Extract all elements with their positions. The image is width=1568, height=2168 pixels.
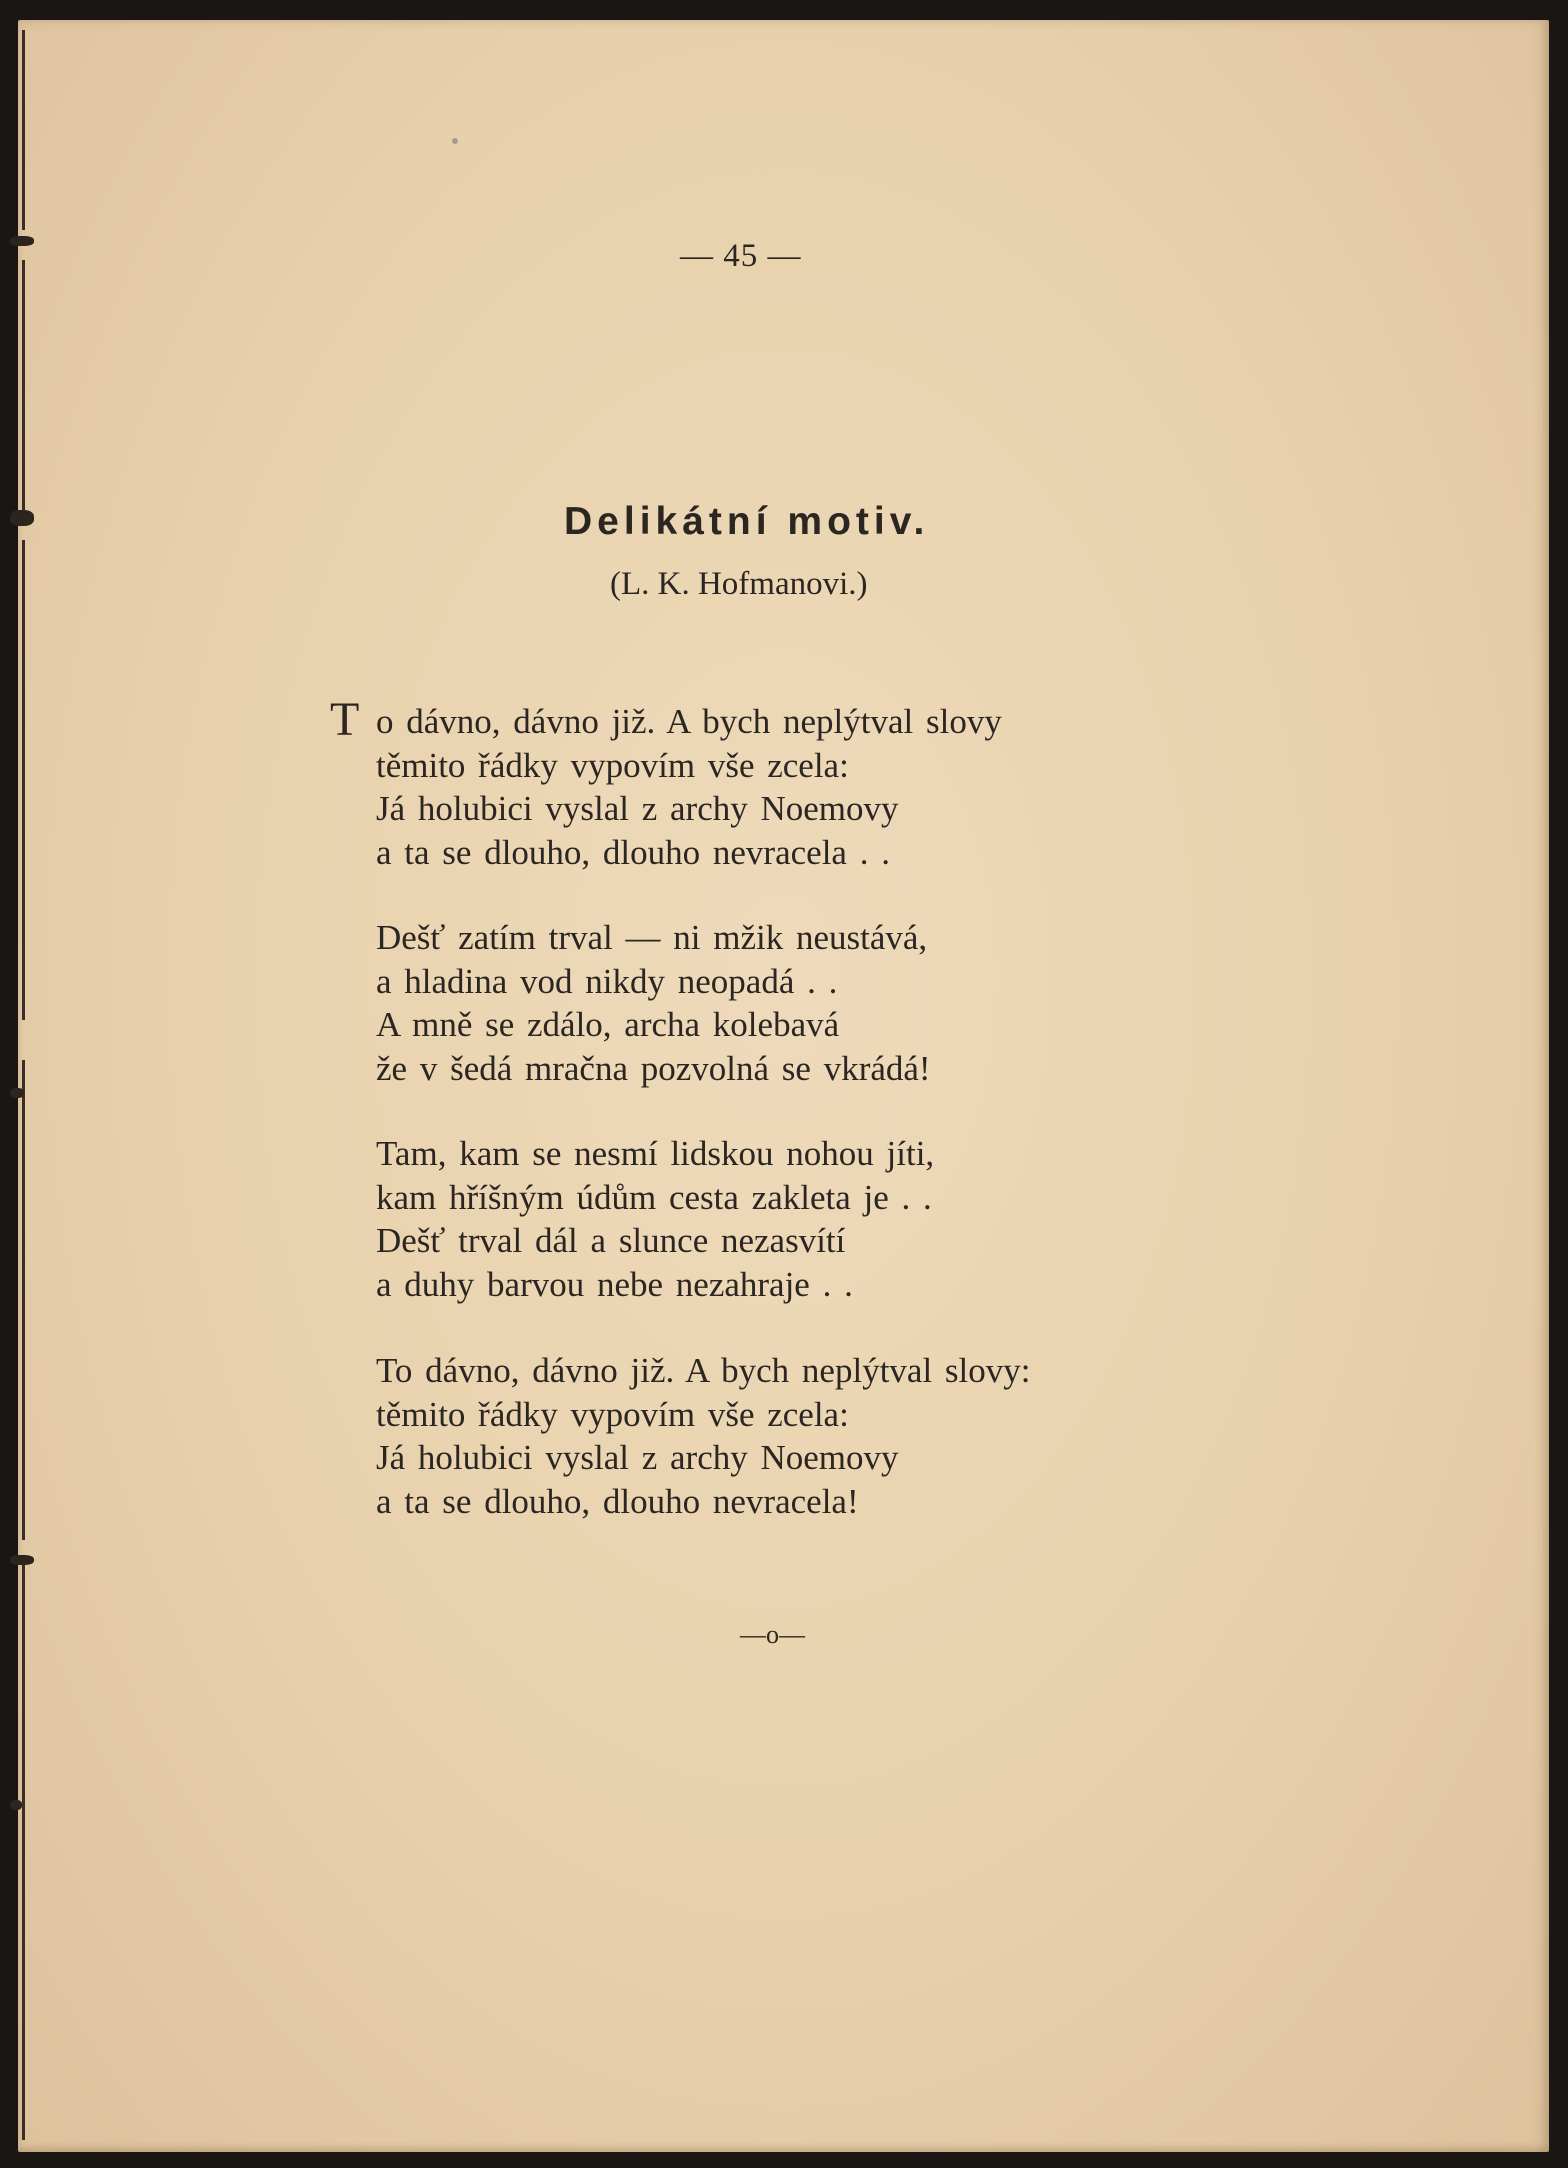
binding-stitch bbox=[10, 236, 34, 246]
verse-line: že v šedá mračna pozvolná se vkrádá! bbox=[376, 1048, 931, 1088]
binding-thread bbox=[22, 540, 25, 1020]
verse-line: a duhy barvou nebe nezahraje . . bbox=[376, 1264, 853, 1304]
verse-line: těmito řádky vypovím vše zcela: bbox=[376, 1394, 849, 1434]
verse-line: o dávno, dávno již. A bych neplýtval slovy bbox=[376, 702, 1002, 741]
page-number: — 45 — bbox=[680, 238, 802, 274]
stanza-4 bbox=[376, 1349, 1031, 1523]
verse-line: Já holubici vyslal z archy Noemovy bbox=[376, 789, 899, 828]
stanza-3 bbox=[376, 1132, 934, 1306]
binding-stitch bbox=[10, 1555, 34, 1565]
verse-line: Tam, kam se nesmí lidskou nohou jíti, bbox=[376, 1134, 935, 1173]
binding-thread bbox=[22, 1560, 25, 2140]
verse-line: Dešť zatím trval — ni mžik neustává, bbox=[376, 918, 928, 957]
verse-line: těmito řádky vypovím vše zcela: bbox=[376, 745, 849, 785]
binding-thread bbox=[22, 260, 25, 520]
verse-line: a ta se dlouho, dlouho nevracela . . bbox=[376, 832, 890, 872]
verse-line: a hladina vod nikdy neopadá . . bbox=[376, 961, 838, 1001]
binding-thread bbox=[22, 1060, 25, 1540]
drop-cap: T bbox=[330, 693, 360, 746]
stanza-1 bbox=[376, 700, 1002, 874]
verse-line: kam hříšným údům cesta zakleta je . . bbox=[376, 1177, 932, 1217]
poem-title: Delikátní motiv. bbox=[564, 500, 930, 543]
binding-stitch bbox=[10, 510, 34, 526]
verse-line: To dávno, dávno již. A bych neplýtval slovy: bbox=[376, 1351, 1031, 1390]
verse-line: a ta se dlouho, dlouho nevracela! bbox=[376, 1481, 859, 1521]
end-ornament: —o— bbox=[740, 1620, 805, 1649]
verse-line: Dešť trval dál a slunce nezasvítí bbox=[376, 1221, 846, 1260]
binding-thread bbox=[22, 30, 25, 230]
verse-line: A mně se zdálo, archa kolebavá bbox=[376, 1005, 840, 1044]
stanza-2 bbox=[376, 916, 931, 1090]
poem-dedication: (L. K. Hofmanovi.) bbox=[610, 566, 868, 602]
binding-stitch bbox=[10, 1088, 24, 1098]
paper-speck bbox=[452, 138, 458, 144]
verse-line: Já holubici vyslal z archy Noemovy bbox=[376, 1438, 899, 1477]
binding-stitch bbox=[10, 1800, 22, 1810]
